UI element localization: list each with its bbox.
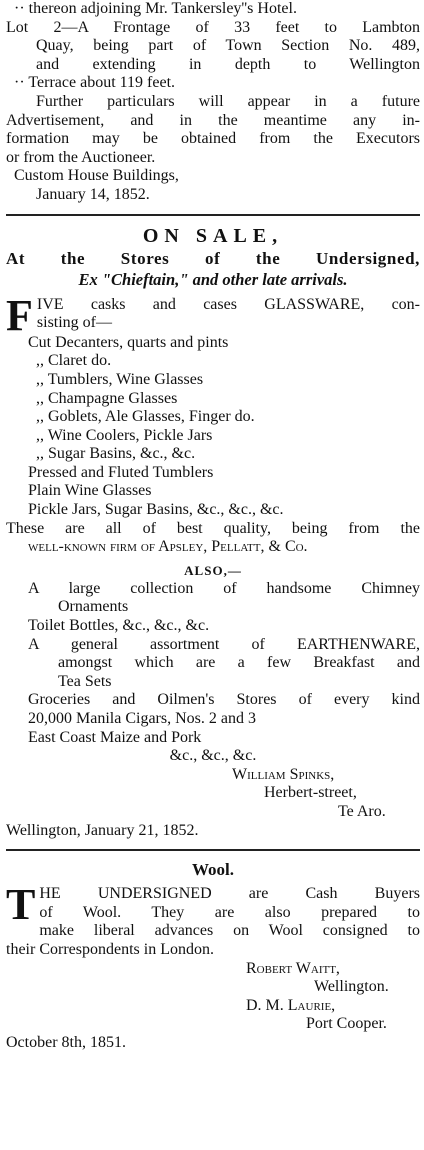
also-heading: ALSO,— bbox=[184, 562, 242, 578]
wool-heading: Wool. bbox=[191, 860, 235, 880]
advert-subheading: At the Stores of the Undersigned, bbox=[6, 248, 420, 268]
glassware-intro bbox=[6, 290, 420, 340]
advert-date: October 8th, 1851. bbox=[6, 1033, 126, 1051]
buyer-signature: Robert Waitt, bbox=[246, 959, 340, 977]
list-item: ,, Champagne Glasses bbox=[36, 389, 178, 407]
advert-on-sale bbox=[6, 224, 420, 841]
buyer-place: Port Cooper. bbox=[306, 1015, 387, 1033]
merchant-signature: William Spinks, bbox=[232, 765, 335, 783]
list-item: ,, Tumblers, Wine Glasses bbox=[36, 370, 204, 388]
advert-heading: ON SALE, bbox=[142, 224, 284, 247]
notice-line: ·· Terrace about 119 feet. bbox=[14, 74, 176, 92]
list-item: ,, Sugar Basins, &c., &c. bbox=[36, 445, 196, 463]
list-item: &c., &c., &c. bbox=[169, 747, 257, 765]
notice-line: Advertisement, and in the meantime any in- bbox=[6, 111, 420, 129]
notice-line: formation may be obtained from the Executors bbox=[6, 130, 420, 148]
list-item: Groceries and Oilmen's Stores of every kind bbox=[28, 691, 420, 709]
notice-line: or from the Auctioneer. bbox=[6, 148, 156, 166]
drop-cap: T bbox=[6, 880, 36, 930]
list-item: ,, Goblets, Ale Glasses, Finger do. bbox=[36, 408, 255, 426]
advert-wool bbox=[6, 859, 420, 1052]
list-item: ,, Wine Coolers, Pickle Jars bbox=[36, 426, 213, 444]
glassware-list bbox=[6, 334, 420, 520]
notice-line: Quay, being part of Town Section No. 489, bbox=[36, 37, 420, 55]
notice-line: Lot 2—A Frontage of 33 feet to Lambton bbox=[6, 18, 420, 36]
buyer-place: Wellington. bbox=[314, 978, 389, 996]
advert-subheading-italic: Ex "Chieftain," and other late arrivals. bbox=[78, 269, 348, 289]
also-list bbox=[6, 580, 420, 766]
wool-line: HE UNDERSIGNED are Cash Buyers bbox=[39, 885, 420, 903]
notice-line: Further particulars will appear in a future bbox=[36, 92, 420, 110]
notice-place: Custom House Buildings, bbox=[14, 167, 179, 185]
drop-cap: F bbox=[6, 290, 33, 340]
quality-line: These are all of best quality, being from the bbox=[6, 519, 420, 537]
wool-line: their Correspondents in London. bbox=[6, 940, 214, 958]
list-item: Cut Decanters, quarts and pints bbox=[28, 333, 229, 351]
section-divider bbox=[6, 214, 420, 216]
intro-line: sisting of— bbox=[36, 314, 113, 332]
notice-date: January 14, 1852. bbox=[36, 185, 150, 203]
advert-date: Wellington, January 21, 1852. bbox=[6, 821, 199, 839]
wool-line: make liberal advances on Wool consigned to bbox=[39, 922, 420, 940]
list-item: ,, Claret do. bbox=[36, 352, 112, 370]
list-item: Toilet Bottles, &c., &c., &c. bbox=[28, 617, 210, 635]
list-item: Pressed and Fluted Tumblers bbox=[28, 463, 214, 481]
list-item: East Coast Maize and Pork bbox=[28, 728, 202, 746]
intro-line: IVE casks and cases GLASSWARE, con- bbox=[36, 295, 420, 313]
merchant-address: Te Aro. bbox=[338, 802, 386, 820]
buyer-signature: D. M. Laurie, bbox=[246, 996, 336, 1014]
list-item: Plain Wine Glasses bbox=[28, 482, 152, 500]
wool-body bbox=[6, 880, 420, 959]
list-item: amongst which are a few Breakfast and bbox=[58, 654, 420, 672]
merchant-address: Herbert-street, bbox=[264, 784, 357, 802]
notice-property-sale bbox=[6, 0, 420, 205]
list-item: A large collection of handsome Chimney bbox=[28, 579, 420, 597]
list-item: Pickle Jars, Sugar Basins, &c., &c., &c. bbox=[28, 501, 284, 519]
quality-line: well-known firm of Apsley, Pellatt, & Co. bbox=[28, 538, 308, 556]
list-item: A general assortment of EARTHENWARE, bbox=[28, 635, 420, 653]
section-divider bbox=[6, 849, 420, 851]
list-item: 20,000 Manila Cigars, Nos. 2 and 3 bbox=[28, 710, 256, 727]
wool-line: of Wool. They are also prepared to bbox=[39, 903, 420, 921]
list-item: Ornaments bbox=[58, 598, 129, 616]
notice-line: ·· thereon adjoining Mr. Tankersley''s Hotel. bbox=[14, 0, 297, 17]
list-item: Tea Sets bbox=[58, 672, 112, 690]
notice-line: and extending in depth to Wellington bbox=[36, 55, 420, 73]
